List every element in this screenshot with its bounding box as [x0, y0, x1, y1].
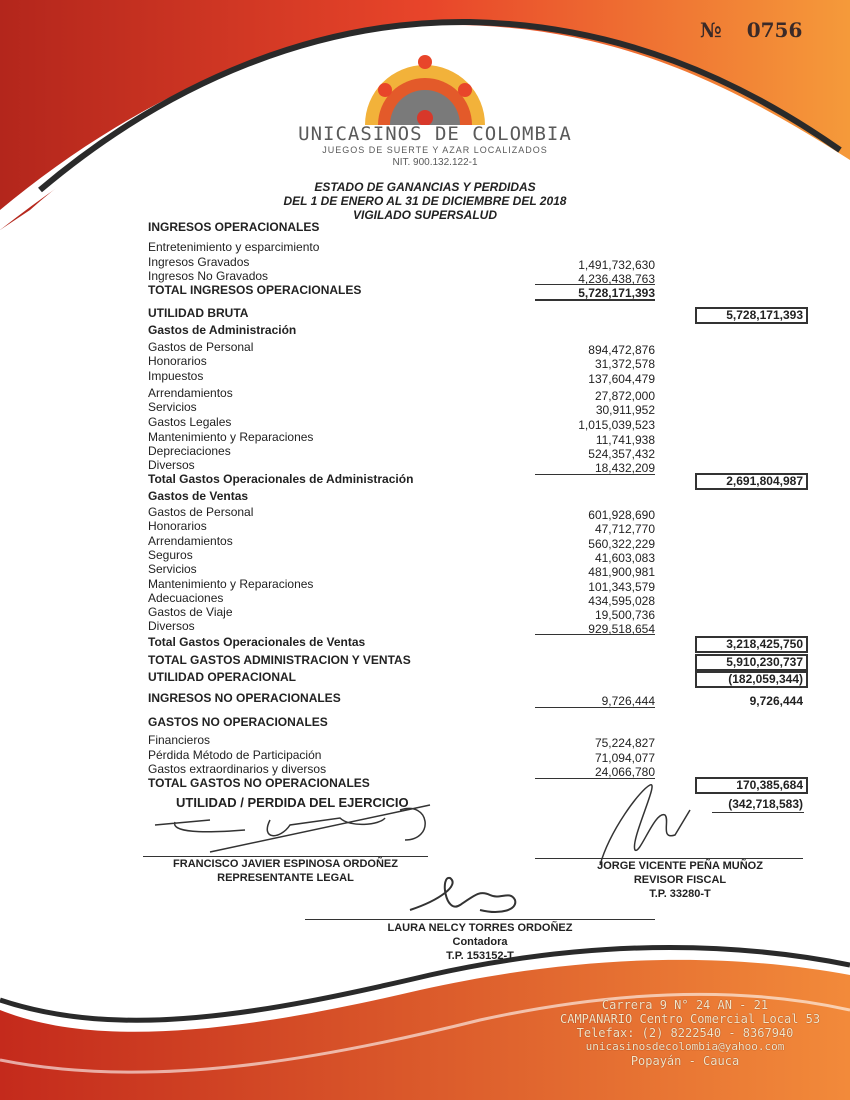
divider	[535, 299, 655, 301]
row-total-box: 170,385,684	[695, 777, 808, 794]
row-label: Servicios	[148, 400, 197, 414]
fiscal-reviewer-name: JORGE VICENTE PEÑA MUÑOZ	[597, 860, 763, 872]
row-value: 1,491,732,630	[578, 258, 655, 272]
row-label: Total Gastos Operacionales de Administración	[148, 472, 414, 486]
row-label: Gastos de Ventas	[148, 489, 249, 503]
divider	[535, 778, 655, 779]
row-value: 30,911,952	[595, 403, 655, 417]
row-value: 19,500,736	[594, 608, 655, 622]
row-total-box: 2,691,804,987	[695, 473, 808, 490]
row-label: Diversos	[148, 458, 195, 472]
row-label: UTILIDAD OPERACIONAL	[148, 670, 296, 684]
divider	[712, 812, 804, 813]
row-total-box: 5,728,171,393	[695, 307, 808, 324]
row-value: 434,595,028	[588, 594, 655, 608]
row-value: 75,224,827	[594, 736, 655, 750]
row-label: Honorarios	[148, 354, 207, 368]
row-value: 18,432,209	[594, 461, 655, 475]
accountant-tp: T.P. 153152-T	[446, 950, 514, 962]
row-label: Pérdida Método de Participación	[148, 748, 322, 762]
accountant-role: Contadora	[452, 936, 508, 948]
company-logo-icon	[360, 50, 490, 125]
statement-supervisor: VIGILADO SUPERSALUD	[352, 208, 497, 222]
row-label: Gastos de Viaje	[148, 605, 233, 619]
number-prefix: №	[700, 18, 722, 42]
row-label: Mantenimiento y Reparaciones	[148, 430, 314, 444]
row-label: Arrendamientos	[148, 386, 233, 400]
row-value: 1,015,039,523	[578, 418, 655, 432]
divider	[535, 474, 655, 475]
row-label: INGRESOS NO OPERACIONALES	[148, 691, 341, 705]
row-total-value: 9,726,444	[749, 694, 803, 708]
statement-period: DEL 1 DE ENERO AL 31 DE DICIEMBRE DEL 2018	[283, 194, 567, 208]
divider	[535, 284, 655, 285]
row-label: Gastos de Administración	[148, 323, 297, 337]
divider	[535, 707, 655, 708]
legal-rep-role: REPRESENTANTE LEGAL	[217, 872, 354, 884]
row-total-box: (182,059,344)	[695, 671, 808, 688]
row-label: Adecuaciones	[148, 591, 224, 605]
row-value: 24,066,780	[594, 765, 655, 779]
row-value: 11,741,938	[595, 433, 655, 447]
footer-email: unicasinosdecolombia@yahoo.com	[585, 1040, 785, 1053]
row-value: 137,604,479	[588, 372, 655, 386]
fiscal-reviewer-tp: T.P. 33280-T	[649, 888, 711, 900]
footer-city: Popayán - Cauca	[630, 1054, 740, 1068]
row-label: Gastos Legales	[148, 415, 232, 429]
row-value: 5,728,171,393	[578, 286, 655, 300]
row-label: Honorarios	[148, 519, 207, 533]
row-value: 27,872,000	[594, 389, 655, 403]
row-label: Gastos extraordinarios y diversos	[148, 762, 327, 776]
signature-line	[305, 919, 655, 920]
divider	[535, 634, 655, 635]
row-label: Financieros	[148, 733, 211, 747]
row-value: 9,726,444	[601, 694, 655, 708]
statement-title: ESTADO DE GANANCIAS Y PERDIDAS	[314, 180, 536, 194]
company-tagline: JUEGOS DE SUERTE Y AZAR LOCALIZADOS	[322, 145, 548, 155]
row-value: 601,928,690	[588, 508, 655, 522]
row-label: TOTAL INGRESOS OPERACIONALES	[148, 283, 362, 297]
accountant-name: LAURA NELCY TORRES ORDOÑEZ	[387, 922, 573, 934]
row-label: TOTAL GASTOS NO OPERACIONALES	[148, 776, 370, 790]
number-value: 0756	[746, 18, 803, 42]
row-value: 481,900,981	[588, 565, 655, 579]
legal-rep-name: FRANCISCO JAVIER ESPINOSA ORDOÑEZ	[173, 858, 398, 870]
row-value: 41,603,083	[594, 551, 655, 565]
footer-address: Carrera 9 N° 24 AN - 21	[601, 998, 769, 1012]
row-label: Total Gastos Operacionales de Ventas	[148, 635, 366, 649]
row-total-box: 5,910,230,737	[695, 654, 808, 671]
document-number	[700, 18, 802, 42]
row-value: 524,357,432	[588, 447, 655, 461]
row-label: Impuestos	[148, 369, 204, 383]
row-label: GASTOS NO OPERACIONALES	[148, 715, 328, 729]
company-name: UNICASINOS DE COLOMBIA	[298, 123, 572, 145]
row-value: 71,094,077	[594, 751, 655, 765]
result-label: UTILIDAD / PERDIDA DEL EJERCICIO	[176, 795, 409, 810]
row-value: 894,472,876	[588, 343, 655, 357]
row-label: Gastos de Personal	[148, 505, 254, 519]
row-label: Mantenimiento y Reparaciones	[148, 577, 314, 591]
signature-fiscal	[580, 780, 700, 870]
footer-place: CAMPANARIO Centro Comercial Local 53	[560, 1012, 821, 1026]
signature-accountant	[400, 870, 530, 920]
row-label: Ingresos Gravados	[148, 255, 250, 269]
row-value: 47,712,770	[594, 522, 655, 536]
footer-phone: Telefax: (2) 8222540 - 8367940	[576, 1026, 794, 1040]
row-label: Depreciaciones	[148, 444, 231, 458]
row-value: 929,518,654	[588, 622, 655, 636]
row-value: 31,372,578	[594, 357, 655, 371]
signature-legal	[150, 800, 440, 860]
company-nit: NIT. 900.132.122-1	[392, 157, 478, 168]
row-label: Seguros	[148, 548, 193, 562]
fiscal-reviewer-role: REVISOR FISCAL	[633, 874, 727, 886]
row-label: Diversos	[148, 619, 195, 633]
row-label: UTILIDAD BRUTA	[148, 306, 249, 320]
row-label: INGRESOS OPERACIONALES	[148, 220, 320, 234]
row-label: Ingresos No Gravados	[148, 269, 269, 283]
row-value: 560,322,229	[588, 537, 655, 551]
row-label: Gastos de Personal	[148, 340, 254, 354]
row-value: 4,236,438,763	[578, 272, 655, 286]
row-total-box: 3,218,425,750	[695, 636, 808, 653]
row-label: Servicios	[148, 562, 197, 576]
result-value: (342,718,583)	[728, 797, 803, 811]
row-value: 101,343,579	[588, 580, 655, 594]
row-label: Arrendamientos	[148, 534, 233, 548]
row-label: TOTAL GASTOS ADMINISTRACION Y VENTAS	[148, 653, 411, 667]
row-label: Entretenimiento y esparcimiento	[148, 240, 320, 254]
